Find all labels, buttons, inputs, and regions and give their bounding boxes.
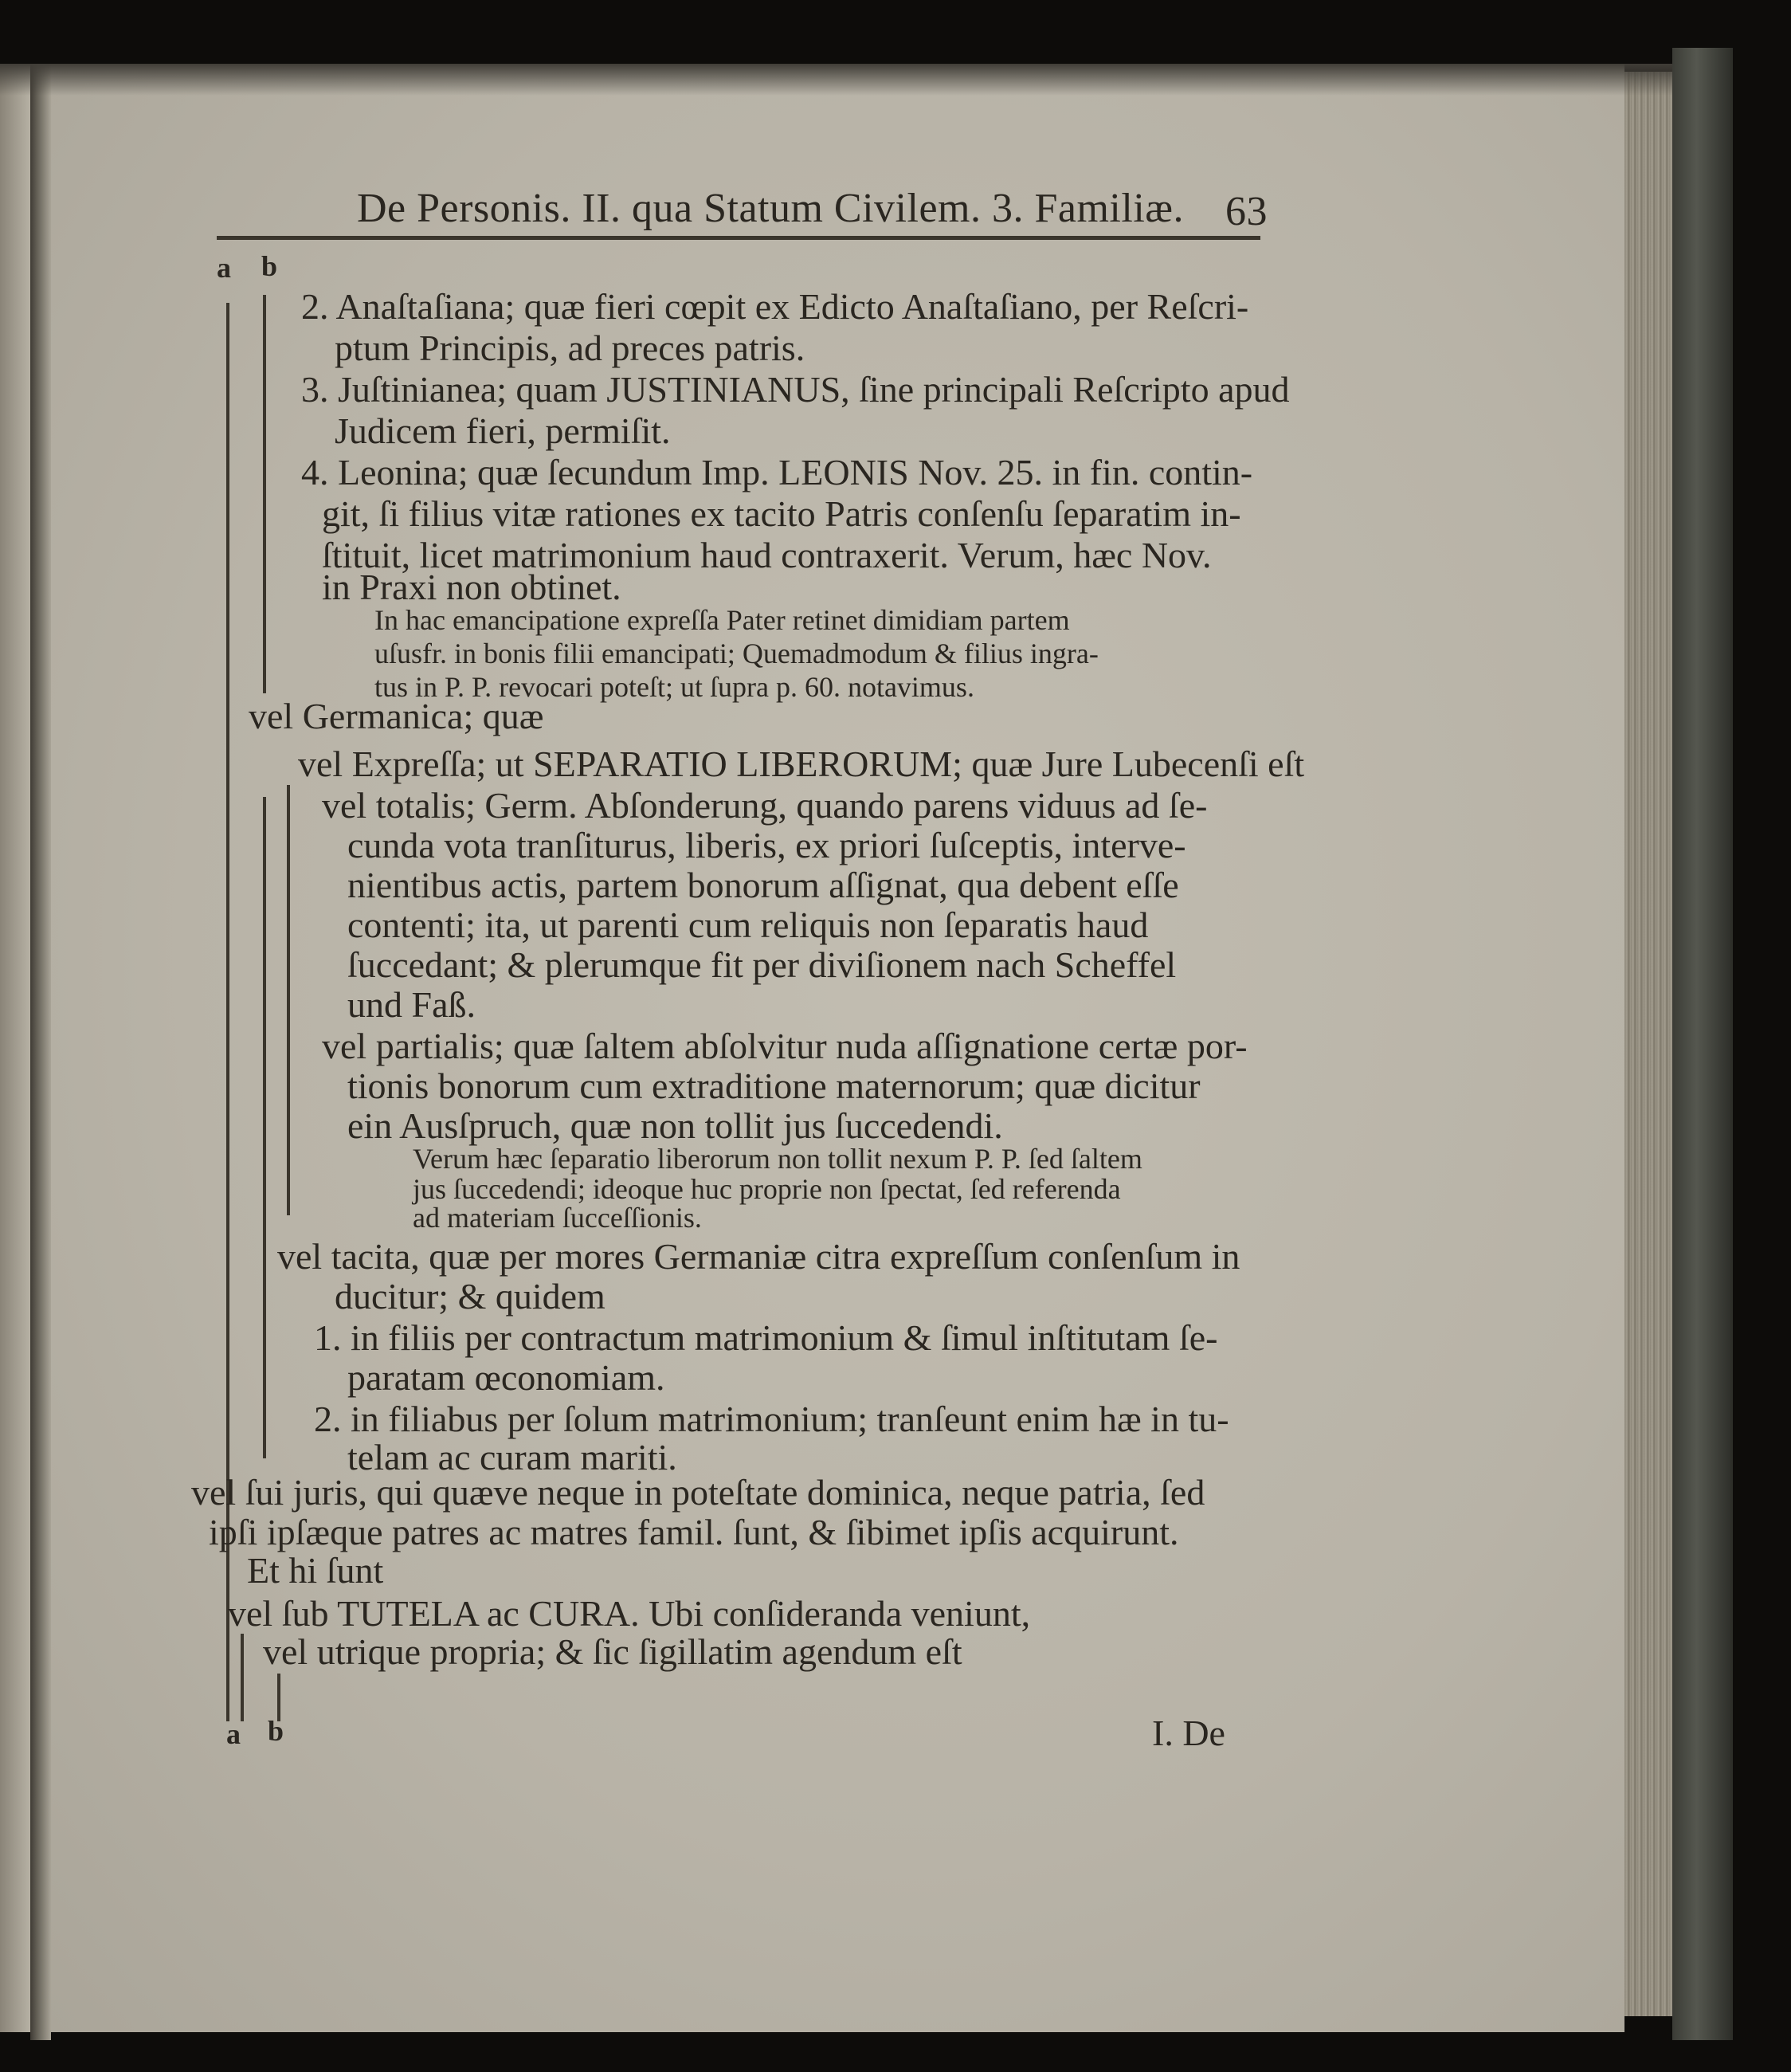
text-line: 2. in filiabus per ſolum matrimonium; tranſeunt enim hæ in tu- (314, 1399, 1229, 1439)
text-line: vel ſub TUTELA ac CURA. Ubi conſideranda veniunt, (228, 1593, 1031, 1634)
text-line: telam ac curam mariti. (347, 1437, 677, 1477)
text-line: ptum Principis, ad preces patris. (335, 328, 805, 368)
text-line: und Faß. (347, 984, 476, 1025)
text-line: in Praxi non obtinet. (322, 567, 621, 607)
marker-a-bottom: a (226, 1718, 241, 1750)
text-line: git, ſi filius vitæ rationes ex tacito Patris conſenſu ſeparatim in- (322, 493, 1241, 534)
text-line: vel Expreſſa; ut SEPARATIO LIBERORUM; quæ Jure Lubecenſi eſt (298, 744, 1305, 784)
note-line: uſusfr. in bonis filii emancipati; Quemadmodum & filius ingra- (374, 638, 1099, 669)
text-line: contenti; ita, ut parenti cum reliquis non ſeparatis haud (347, 905, 1149, 945)
text-line: Et hi ſunt (247, 1550, 384, 1591)
text-line: tionis bonorum cum extraditione maternorum; quæ dicitur (347, 1065, 1201, 1106)
outline-bracket-c (287, 785, 290, 1215)
text-line: 2. Anaſtaſiana; quæ fieri cœpit ex Edicto Anaſtaſiano, per Reſcri- (301, 286, 1249, 327)
text-line: ducitur; & quidem (335, 1276, 605, 1317)
text-line: vel totalis; Germ. Abſonderung, quando parens viduus ad ſe- (322, 785, 1208, 826)
text-line: 4. Leonina; quæ ſecundum Imp. LEONIS Nov. 25. in fin. contin- (301, 452, 1253, 492)
text-line: 3. Juſtinianea; quam JUSTINIANUS, ſine principali Reſcripto apud (301, 369, 1290, 410)
outline-bracket-d (241, 1634, 244, 1721)
marker-b-top: b (261, 250, 278, 282)
text-line: nientibus actis, partem bonorum aſſignat, qua debent eſſe (347, 865, 1179, 905)
note-line: Verum hæc ſeparatio liberorum non tollit nexum P. P. ſed ſaltem (413, 1143, 1142, 1175)
outline-bracket-b (263, 295, 266, 693)
text-line: vel utrique propria; & ſic ſigillatim agendum eſt (263, 1631, 962, 1672)
catchword: I. De (1152, 1713, 1225, 1753)
top-shadow (0, 64, 1672, 96)
book-cover (1672, 48, 1733, 2040)
text-line: ſuccedant; & plerumque fit per diviſionem nach Scheffel (347, 944, 1177, 985)
book-gutter (30, 64, 51, 2040)
text-line: 1. in filiis per contractum matrimonium & ſimul inſtitutam ſe- (314, 1317, 1218, 1358)
text-line: ein Ausſpruch, quæ non tollit jus ſuccedendi. (347, 1105, 1003, 1146)
outline-bracket-b-lower (263, 797, 266, 1458)
text-line: Judicem fieri, permiſit. (335, 410, 671, 451)
text-line: vel partialis; quæ ſaltem abſolvitur nuda aſſignatione certæ por- (322, 1026, 1248, 1066)
marker-b-bottom: b (268, 1715, 284, 1747)
page-number: 63 (1225, 189, 1268, 234)
marker-a-top: a (217, 252, 231, 284)
text-line: vel Germanica; quæ (249, 696, 544, 736)
note-line: ad materiam ſucceſſionis. (413, 1202, 702, 1234)
text-line: ipſi ipſæque patres ac matres famil. ſunt, & ſibimet ipſis acquirunt. (209, 1512, 1179, 1552)
note-line: jus ſuccedendi; ideoque huc proprie non ſpectat, ſed referenda (413, 1173, 1121, 1205)
text-line: cunda vota tranſiturus, liberis, ex priori ſuſceptis, interve- (347, 825, 1186, 865)
page-block-edge (1624, 72, 1672, 2016)
running-title: De Personis. II. qua Statum Civilem. 3. Familiæ. (357, 186, 1184, 231)
header-rule (217, 236, 1260, 240)
text-line: ſtituit, licet matrimonium haud contraxerit. Verum, hæc Nov. (322, 535, 1212, 575)
note-line: In hac emancipatione expreſſa Pater retinet dimidiam partem (374, 604, 1070, 636)
text-line: vel tacita, quæ per mores Germaniæ citra expreſſum conſenſum in (277, 1236, 1240, 1277)
left-page-edge (0, 64, 30, 2032)
outline-bracket-e (277, 1674, 280, 1721)
text-line: vel ſui juris, qui quæve neque in poteſtate dominica, neque patria, ſed (191, 1472, 1205, 1513)
text-line: paratam œconomiam. (347, 1357, 665, 1398)
note-line: tus in P. P. revocari poteſt; ut ſupra p. 60. notavimus. (374, 671, 974, 703)
